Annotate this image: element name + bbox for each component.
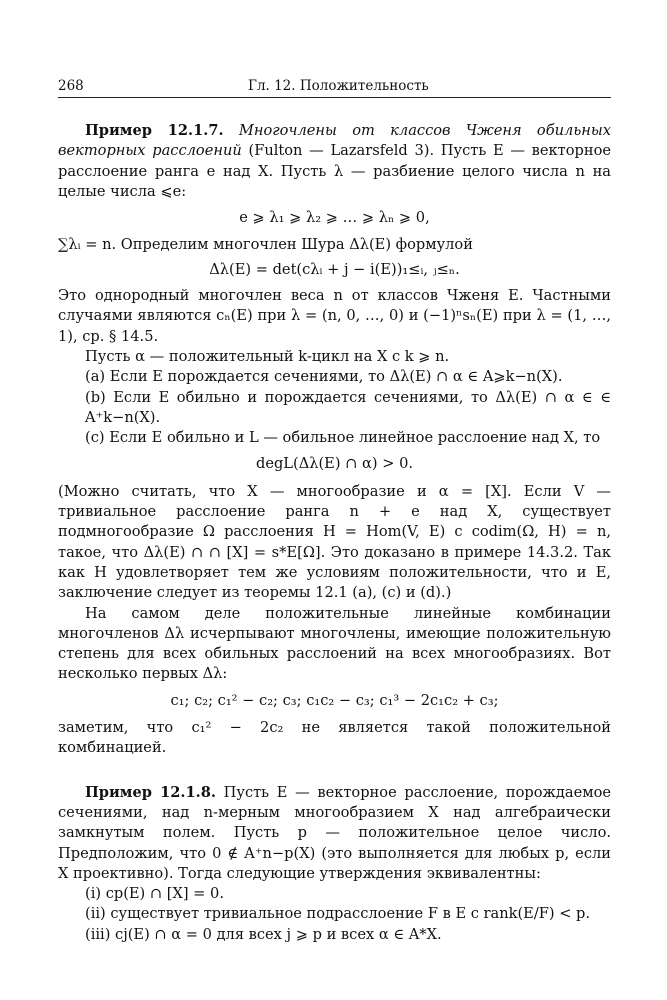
example-label: Пример 12.1.8. <box>85 783 216 801</box>
chapter-title: Гл. 12. Положительность <box>248 78 429 94</box>
example-title: Многочлены от классов Чженя обильных векторных расслоений <box>58 122 611 160</box>
paragraph-schur-definition: ∑λᵢ = n. Определим многочлен Шура Δλ(E) формулой <box>58 236 473 254</box>
paragraph-positive-combinations: На самом деле положительные линейные комбинации многочленов Δλ исчерпывают многочлены, имеющие положительную степень для всех обильных расслоений на всех многообразиях. Вот несколько первых Δλ: <box>58 604 611 683</box>
example-body: Пусть E — векторное расслоение, порождаемое сечениями, над n-мерным многообразием X над алгебраически замкнутым полем. Пусть p — положительное целое число. Предположим, что 0 ∉ A⁺n−p(X) (это выполняется для любых p, если X проективно). Тогда следующие утверждения эквивалентны: <box>58 783 612 882</box>
paragraph-note: заметим, что c₁² − 2c₂ не является такой положительной комбинацией. <box>58 719 611 757</box>
example-label: Пример 12.1.7. <box>85 122 224 139</box>
item-iii: (iii) cj(E) ∩ α = 0 для всех j ⩾ p и всех α ∈ A*X. <box>85 925 442 943</box>
paragraph-proof-remark: (Можно считать, что X — многообразие и α = [X]. Если V — тривиальное расслоение ранга n + e над X, существует подмногообразие Ω расслоения H = Hom(V, E) с codim(Ω, H) = n, такое, что Δλ(E) ∩ ∩ [X] = s*E[Ω]. Это доказано в примере 14.3.2. Так как H удовлетворяет тем же условиям положительности, что и E, заключение следует из теоремы 12.1 (a), (c) и (d).) <box>58 482 611 602</box>
item-i: (i) cp(E) ∩ [X] = 0. <box>85 885 224 903</box>
formula-first-polynomials: c₁; c₂; c₁² − c₂; c₃; c₁c₂ − c₃; c₁³ − 2c₁c₂ + c₃; <box>170 691 499 709</box>
section-gap <box>58 759 611 783</box>
item-c: (c) Если E обильно и L — обильное линейное расслоение над X, то <box>85 429 601 447</box>
formula-schur-determinant: Δλ(E) = det(cλᵢ + j − i(E))₁≤ᵢ, ⱼ≤ₙ. <box>209 260 460 278</box>
paragraph-homogeneous: Это однородный многочлен веса n от классов Чженя E. Частными случаями являются cₙ(E) при λ = (n, 0, …, 0) и (−1)ⁿsₙ(E) при λ = (1, …, 1), ср. § 14.5. <box>58 287 611 345</box>
page-number: 268 <box>58 78 84 94</box>
running-header <box>58 78 611 98</box>
formula-degree: degL(Δλ(E) ∩ α) > 0. <box>255 455 414 473</box>
item-b: (b) Если E обильно и порождается сечениями, то Δλ(E) ∩ α ∈ ∈ A⁺k−n(X). <box>85 388 611 426</box>
item-a: (a) Если E порождается сечениями, то Δλ(E) ∩ α ∈ A⩾k−n(X). <box>85 368 563 386</box>
example-intro-text: (Fulton — Lazarsfeld 3). Пусть E — векторное расслоение ранга e над X. Пусть λ — разбиение целого числа n на целые числа ⩽e: <box>58 142 612 200</box>
paragraph-positive-cycle: Пусть α — положительный k-цикл на X с k ⩾ n. <box>85 347 450 365</box>
item-ii: (ii) существует тривиальное подрасслоение F в E с rank(E/F) < p. <box>85 905 591 923</box>
example-12-1-7-intro <box>58 121 611 202</box>
example-12-1-8-intro <box>58 783 611 884</box>
formula-partition: e ⩾ λ₁ ⩾ λ₂ ⩾ … ⩾ λₙ ⩾ 0, <box>239 209 430 227</box>
